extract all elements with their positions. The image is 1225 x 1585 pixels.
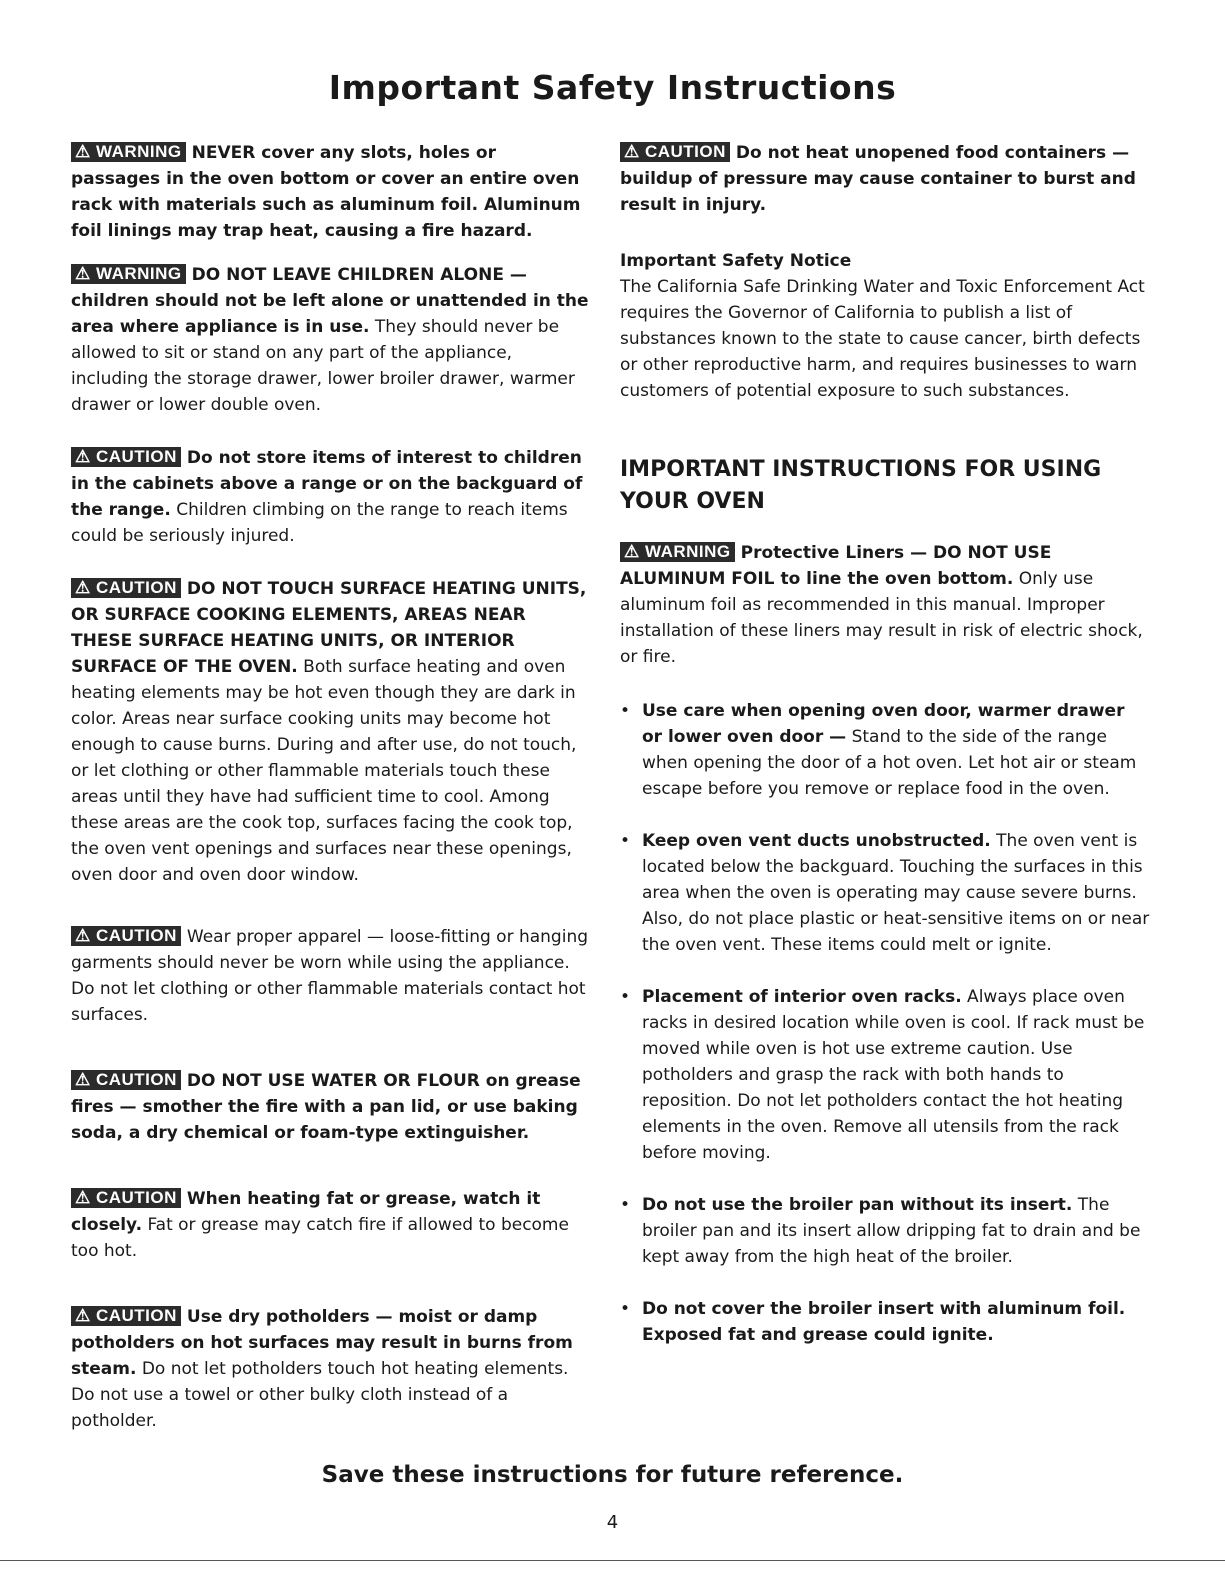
item-bold-text: DO NOT LEAVE CHILDREN ALONE — children should not be left alone or unattended in the area where appliance is in use. (71, 265, 589, 337)
item-text: They should never be allowed to sit or stand on any part of the appliance, including the storage drawer, lower broiler drawer, warmer drawer or lower double oven. (71, 317, 575, 415)
bullet-dot: • (620, 1195, 631, 1215)
bullet-item (620, 828, 1150, 958)
caution-item (71, 576, 591, 888)
notice-text: The California Safe Drinking Water and Toxic Enforcement Act requires the Governor of California to publish a list of substances known to the state to cause cancer, birth defects or other reproductive harm, and requires businesses to warn customers of potential exposure to such substances. (620, 277, 1145, 401)
item-text: The oven vent is located below the backguard. Touching the surfaces in this area when the oven is operating may cause severe burns. Also, do not place plastic or heat-sensitive items on or near the oven vent. These items could melt or ignite. (642, 831, 1150, 955)
caution-badge: ⚠ CAUTION (71, 447, 181, 467)
warning-item (620, 540, 1150, 670)
item-bold-text: Do not use the broiler pan without its insert. (642, 1195, 1073, 1215)
item-bold-text: Keep oven vent ducts unobstructed. (642, 831, 991, 851)
caution-badge: ⚠ CAUTION (71, 1306, 181, 1326)
footer-note: Save these instructions for future reference. (321, 1462, 904, 1488)
warning-badge: ⚠ WARNING (620, 542, 735, 562)
item-text: The broiler pan and its insert allow dripping fat to drain and be kept away from the high heat of the broiler. (642, 1195, 1141, 1267)
caution-item (71, 1186, 591, 1264)
item-bold-text: DO NOT TOUCH SURFACE HEATING UNITS, OR SURFACE COOKING ELEMENTS, AREAS NEAR THESE SURFACE HEATING UNITS, OR INTERIOR SURFACE OF THE OVEN. (71, 579, 587, 677)
left-column (71, 140, 591, 1434)
caution-item (71, 445, 591, 549)
item-text: Stand to the side of the range when opening the door of a hot oven. Let hot air or steam escape before you remove or replace food in the oven. (642, 727, 1137, 799)
item-bold-text: Protective Liners — DO NOT USE ALUMINUM FOIL to line the oven bottom. (620, 543, 1052, 589)
caution-item (71, 924, 591, 1028)
bullet-dot: • (620, 987, 631, 1007)
item-text: Do not let potholders touch hot heating elements. Do not use a towel or other bulky cloth instead of a potholder. (71, 1359, 569, 1431)
item-text: Children climbing on the range to reach items could be seriously injured. (71, 500, 568, 546)
warning-badge: ⚠ WARNING (71, 142, 186, 162)
item-bold-text: DO NOT USE WATER OR FLOUR on grease fires — smother the fire with a pan lid, or use baking soda, a dry chemical or foam-type extinguisher. (71, 1071, 581, 1143)
page-title: Important Safety Instructions (328, 68, 897, 107)
right-column (620, 140, 1150, 1348)
warning-item (71, 140, 591, 244)
bottom-rule (0, 1560, 1225, 1561)
item-bold-text: Do not store items of interest to children in the cabinets above a range or on the backguard of the range. (71, 448, 583, 520)
section-heading: IMPORTANT INSTRUCTIONS FOR USING YOUR OVEN (620, 457, 1102, 514)
caution-badge: ⚠ CAUTION (71, 578, 181, 598)
item-text: Only use aluminum foil as recommended in this manual. Improper installation of these liners may result in risk of electric shock, or fire. (620, 569, 1143, 667)
item-text: Always place oven racks in desired location while oven is cool. If rack must be moved while oven is hot use extreme caution. Use potholders and grasp the rack with both hands to reposition. Do not let potholders contact the hot heating elements in the oven. Remove all utensils from the rack before moving. (642, 987, 1145, 1163)
bullet-item (620, 1192, 1150, 1270)
caution-badge: ⚠ CAUTION (620, 142, 730, 162)
warning-item (71, 262, 591, 418)
page-number: 4 (606, 1512, 619, 1533)
bullet-dot: • (620, 1299, 631, 1319)
item-text: Wear proper apparel — loose-fitting or hanging garments should never be worn while using the appliance. Do not let clothing or other flammable materials contact hot surfaces. (71, 927, 589, 1025)
bullet-dot: • (620, 831, 631, 851)
notice-title: Important Safety Notice (620, 251, 852, 271)
item-text: Fat or grease may catch fire if allowed to become too hot. (71, 1215, 569, 1261)
item-bold-text: Do not heat unopened food containers — buildup of pressure may cause container to burst and result in injury. (620, 143, 1136, 215)
item-bold-text: Use care when opening oven door, warmer drawer or lower oven door — (642, 701, 1125, 747)
caution-badge: ⚠ CAUTION (71, 1070, 181, 1090)
caution-item (620, 140, 1150, 218)
item-bold-text: NEVER cover any slots, holes or passages in the oven bottom or cover an entire oven rack with materials such as aluminum foil. Aluminum foil linings may trap heat, causing a fire hazard. (71, 143, 581, 241)
item-bold-text: Use dry potholders — moist or damp potholders on hot surfaces may result in burns from steam. (71, 1307, 573, 1379)
caution-item (71, 1068, 591, 1146)
item-bold-text: When heating fat or grease, watch it closely. (71, 1189, 541, 1235)
warning-badge: ⚠ WARNING (71, 264, 186, 284)
caution-item (71, 1304, 591, 1434)
item-bold-text: Placement of interior oven racks. (642, 987, 962, 1007)
bullet-dot: • (620, 701, 631, 721)
caution-badge: ⚠ CAUTION (71, 1188, 181, 1208)
item-text: Both surface heating and oven heating elements may be hot even though they are dark in color. Areas near surface cooking units may become hot enough to cause burns. During and after use, do not touch, or let clothing or other flammable materials touch these areas until they have had sufficient time to cool. Among these areas are the cook top, surfaces facing the cook top, the oven vent openings and surfaces near these openings, oven door and oven door window. (71, 657, 577, 885)
bullet-item (620, 1296, 1150, 1348)
bullet-item (620, 984, 1150, 1166)
item-bold-text: Do not cover the broiler insert with aluminum foil. Exposed fat and grease could ignite. (642, 1299, 1126, 1345)
bullet-item (620, 698, 1150, 802)
caution-badge: ⚠ CAUTION (71, 926, 181, 946)
